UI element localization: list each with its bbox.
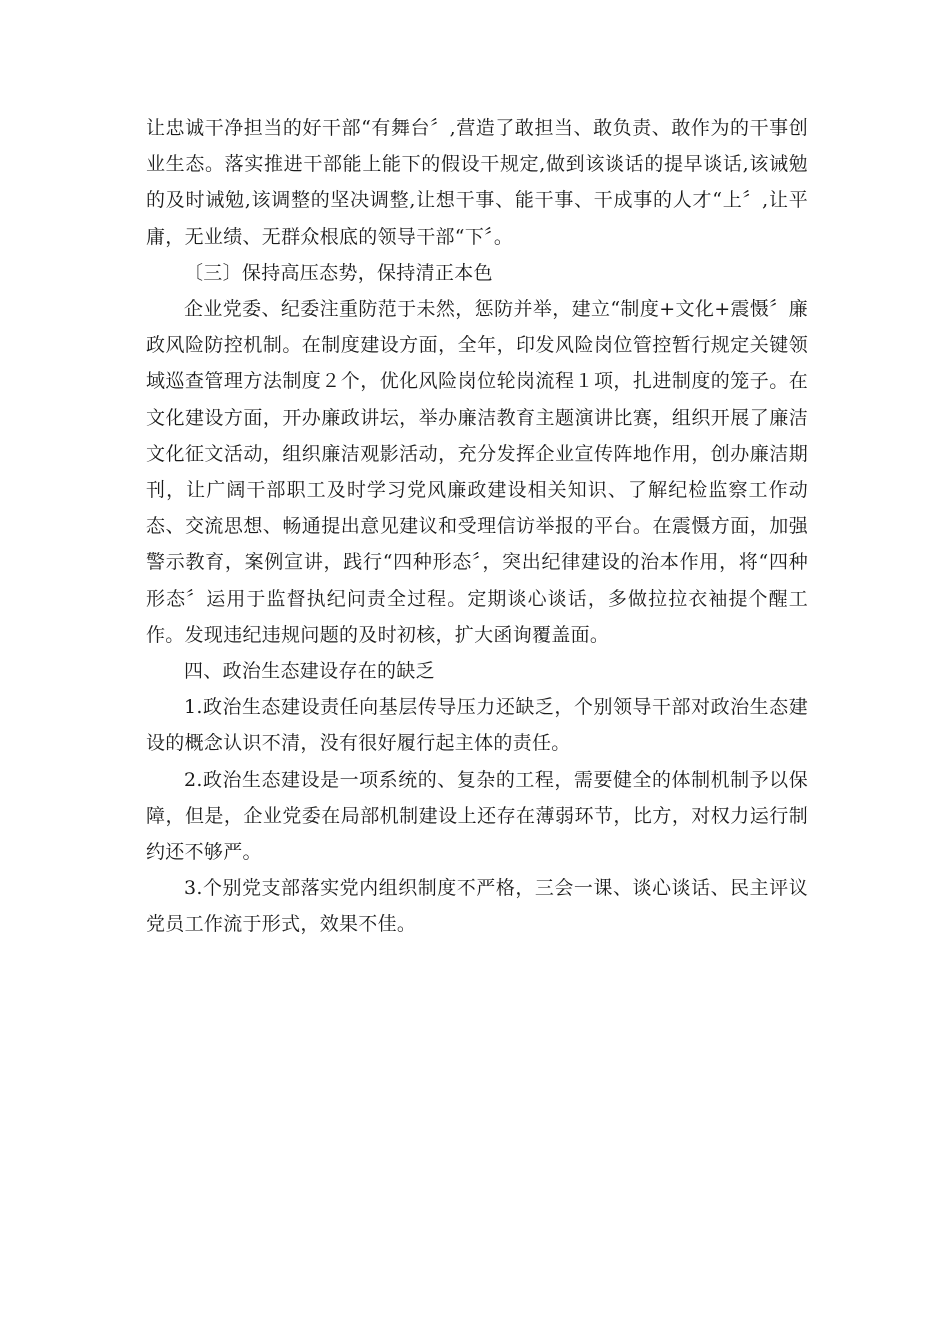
- list-item-1: 1.政治生态建设责任向基层传导压力还缺乏，个别领导干部对政治生态建设的概念认识不清，没有很好履行起主体的责任。: [146, 696, 808, 755]
- document-body: [146, 110, 808, 943]
- list-item-3: 3.个别党支部落实党内组织制度不严格，三会一课、谈心谈话、民主评议党员工作流于形式，效果不佳。: [146, 877, 808, 936]
- list-item-2: 2.政治生态建设是一项系统的、复杂的工程，需要健全的体制机制予以保障，但是，企业党委在局部机制建设上还存在薄弱环节，比方，对权力运行制约还不够严。: [146, 768, 808, 864]
- section-heading-four: 四、政治生态建设存在的缺乏: [184, 660, 435, 683]
- paragraph-high-pressure: 企业党委、纪委注重防范于未然，惩防并举，建立“制度+文化+震慑〞廉政风险防控机制。在制度建设方面，全年，印发风险岗位管控暂行规定关键领域巡查管理方法制度２个，优化风险岗位轮岗流程１项，扎进制度的笼子。在文化建设方面，开办廉政讲坛，举办廉洁教育主题演讲比赛，组织开展了廉洁文化征文活动，组织廉洁观影活动，充分发挥企业宣传阵地作用，创办廉洁期刊，让广阔干部职工及时学习党风廉政建设相关知识、了解纪检监察工作动态、交流思想、畅通提出意见建议和受理信访举报的平台。在震慑方面，加强警示教育，案例宣讲，践行“四种形态〞，突出纪律建设的治本作用，将“四种形态〞运用于监督执纪问责全过程。定期谈心谈话，多做拉拉衣袖提个醒工作。发现违纪违规问题的及时初核，扩大函询覆盖面。: [146, 298, 808, 646]
- section-heading-three: 〔三〕保持高压态势，保持清正本色: [184, 261, 493, 284]
- paragraph-continuation: 让忠诚干净担当的好干部“有舞台〞,营造了敢担当、敢负责、敢作为的干事创业生态。落实推进干部能上能下的假设干规定,做到该谈话的提早谈话,该诫勉的及时诫勉,该调整的坚决调整,让想干事、能干事、干成事的人才“上〞,让平庸，无业绩、无群众根底的领导干部“下〞。: [146, 117, 808, 248]
